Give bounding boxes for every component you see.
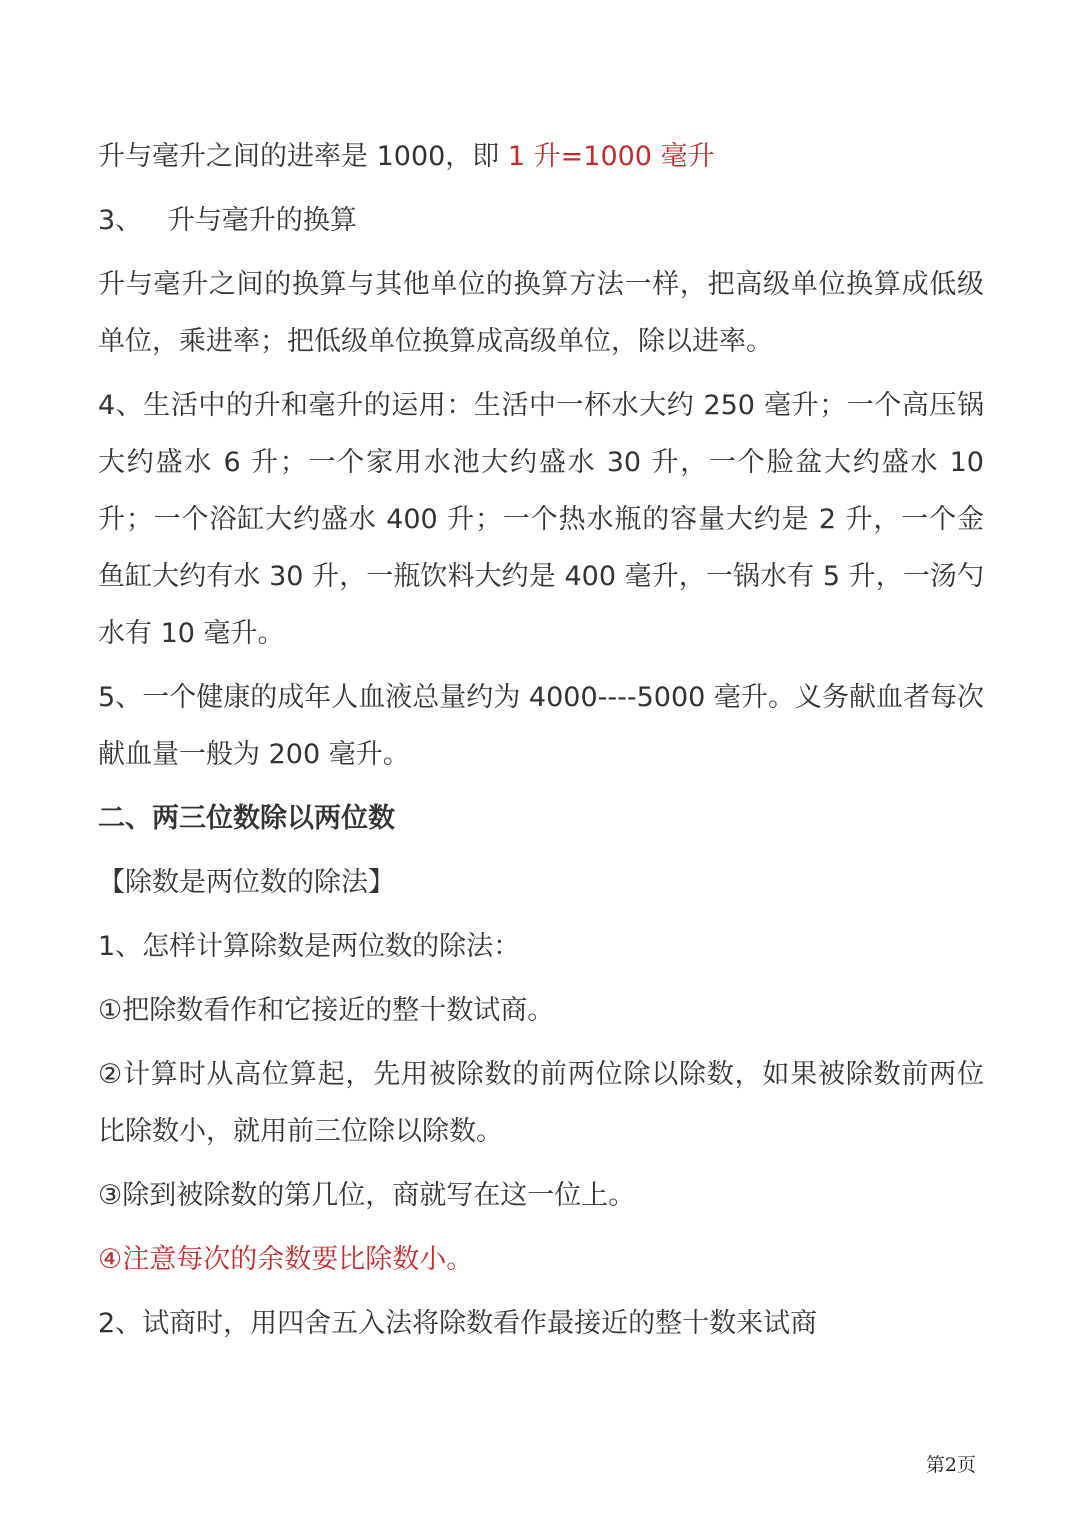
paragraph-how-to: 1、怎样计算除数是两位数的除法： xyxy=(98,931,521,962)
paragraph-daily-usage: 4、生活中的升和毫升的运用：生活中一杯水大约 250 毫升；一个高压锅大约盛水 6 升；一个家用水池大约盛水 30 升，一个脸盆大约盛水 10 升；一个浴缸大约盛水 400 升；一个热水瓶的容量大约是 2 升，一个金鱼缸大约有水 30 升，一瓶饮料大约是 400 毫升，一锅水有 5 升，一汤勺水有 10 毫升。 xyxy=(98,390,984,649)
paragraph-trial-quotient: 2、试商时，用四舍五入法将除数看作最接近的整十数来试商 xyxy=(98,1308,818,1339)
step-4-highlight: ④注意每次的余数要比除数小。 xyxy=(98,1244,474,1275)
paragraph-ratio xyxy=(98,128,984,185)
paragraph-conversion: 升与毫升之间的换算与其他单位的换算方法一样，把高级单位换算成低级单位，乘进率；把低级单位换算成高级单位，除以进率。 xyxy=(98,269,984,357)
document-page xyxy=(98,128,984,1352)
heading-conversion: 3、 升与毫升的换算 xyxy=(98,205,357,236)
ratio-highlight: 1 升=1000 毫升 xyxy=(507,141,715,172)
section-title: 二、两三位数除以两位数 xyxy=(98,803,395,834)
step-1: ①把除数看作和它接近的整十数试商。 xyxy=(98,995,555,1026)
subsection-title: 【除数是两位数的除法】 xyxy=(98,867,395,898)
step-2: ②计算时从高位算起，先用被除数的前两位除以除数，如果被除数前两位比除数小，就用前三位除以除数。 xyxy=(98,1059,984,1147)
page-number: 第2页 xyxy=(925,1454,976,1476)
paragraph-blood: 5、一个健康的成年人血液总量约为 4000----5000 毫升。义务献血者每次献血量一般为 200 毫升。 xyxy=(98,682,984,770)
ratio-text: 升与毫升之间的进率是 1000，即 xyxy=(98,141,508,172)
step-3: ③除到被除数的第几位，商就写在这一位上。 xyxy=(98,1180,636,1211)
